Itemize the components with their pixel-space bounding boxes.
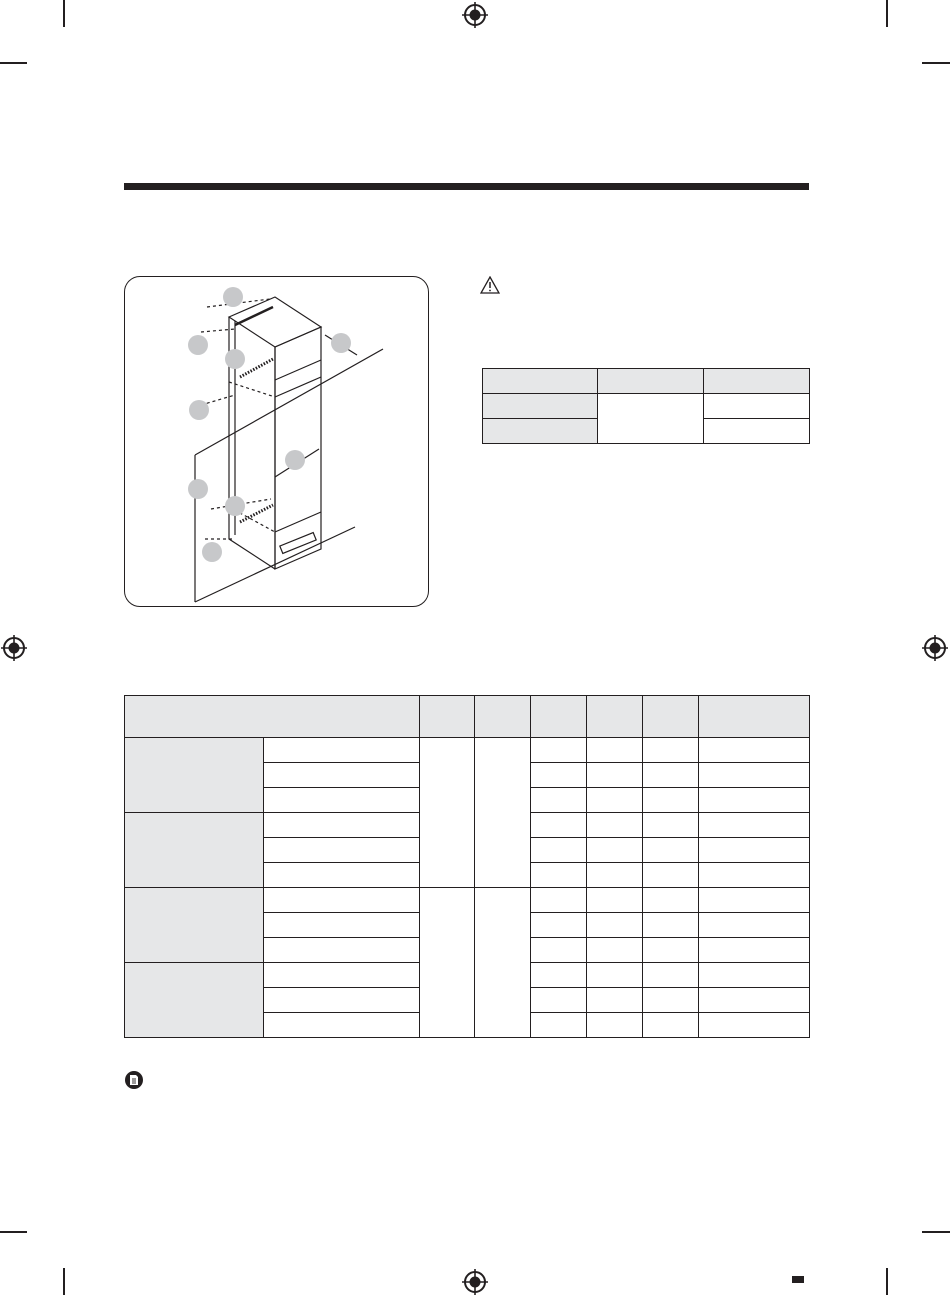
crop-mark [922,62,950,64]
callout-marker [225,349,245,369]
warning-icon [480,276,500,294]
callout-marker [331,333,351,353]
table-header-row [125,696,810,738]
spec-table [482,368,810,444]
callout-marker [225,496,245,516]
crop-mark [0,1231,27,1233]
callout-marker [223,287,243,307]
crop-mark [0,62,27,64]
callout-marker [202,542,222,562]
crop-mark [922,1231,950,1233]
registration-mark-icon [462,1269,488,1295]
table-row [125,888,810,913]
callout-marker [189,400,209,420]
table-row [483,394,810,419]
cabinet-diagram [125,277,429,607]
crop-mark [886,1268,888,1295]
registration-mark-icon [462,2,488,28]
callout-marker [188,335,208,355]
table-row [483,369,810,394]
crop-mark [886,0,888,27]
page-marker [792,1276,804,1283]
dimension-table [124,695,810,1038]
callout-marker [285,450,305,470]
crop-mark [63,1268,65,1295]
registration-mark-icon [922,635,948,661]
registration-mark-icon [1,635,27,661]
callout-marker [188,479,208,499]
table-row [125,738,810,763]
crop-mark [63,0,65,27]
note-icon [124,1070,144,1090]
section-rule [124,183,809,190]
cabinet-diagram-frame [124,276,429,607]
